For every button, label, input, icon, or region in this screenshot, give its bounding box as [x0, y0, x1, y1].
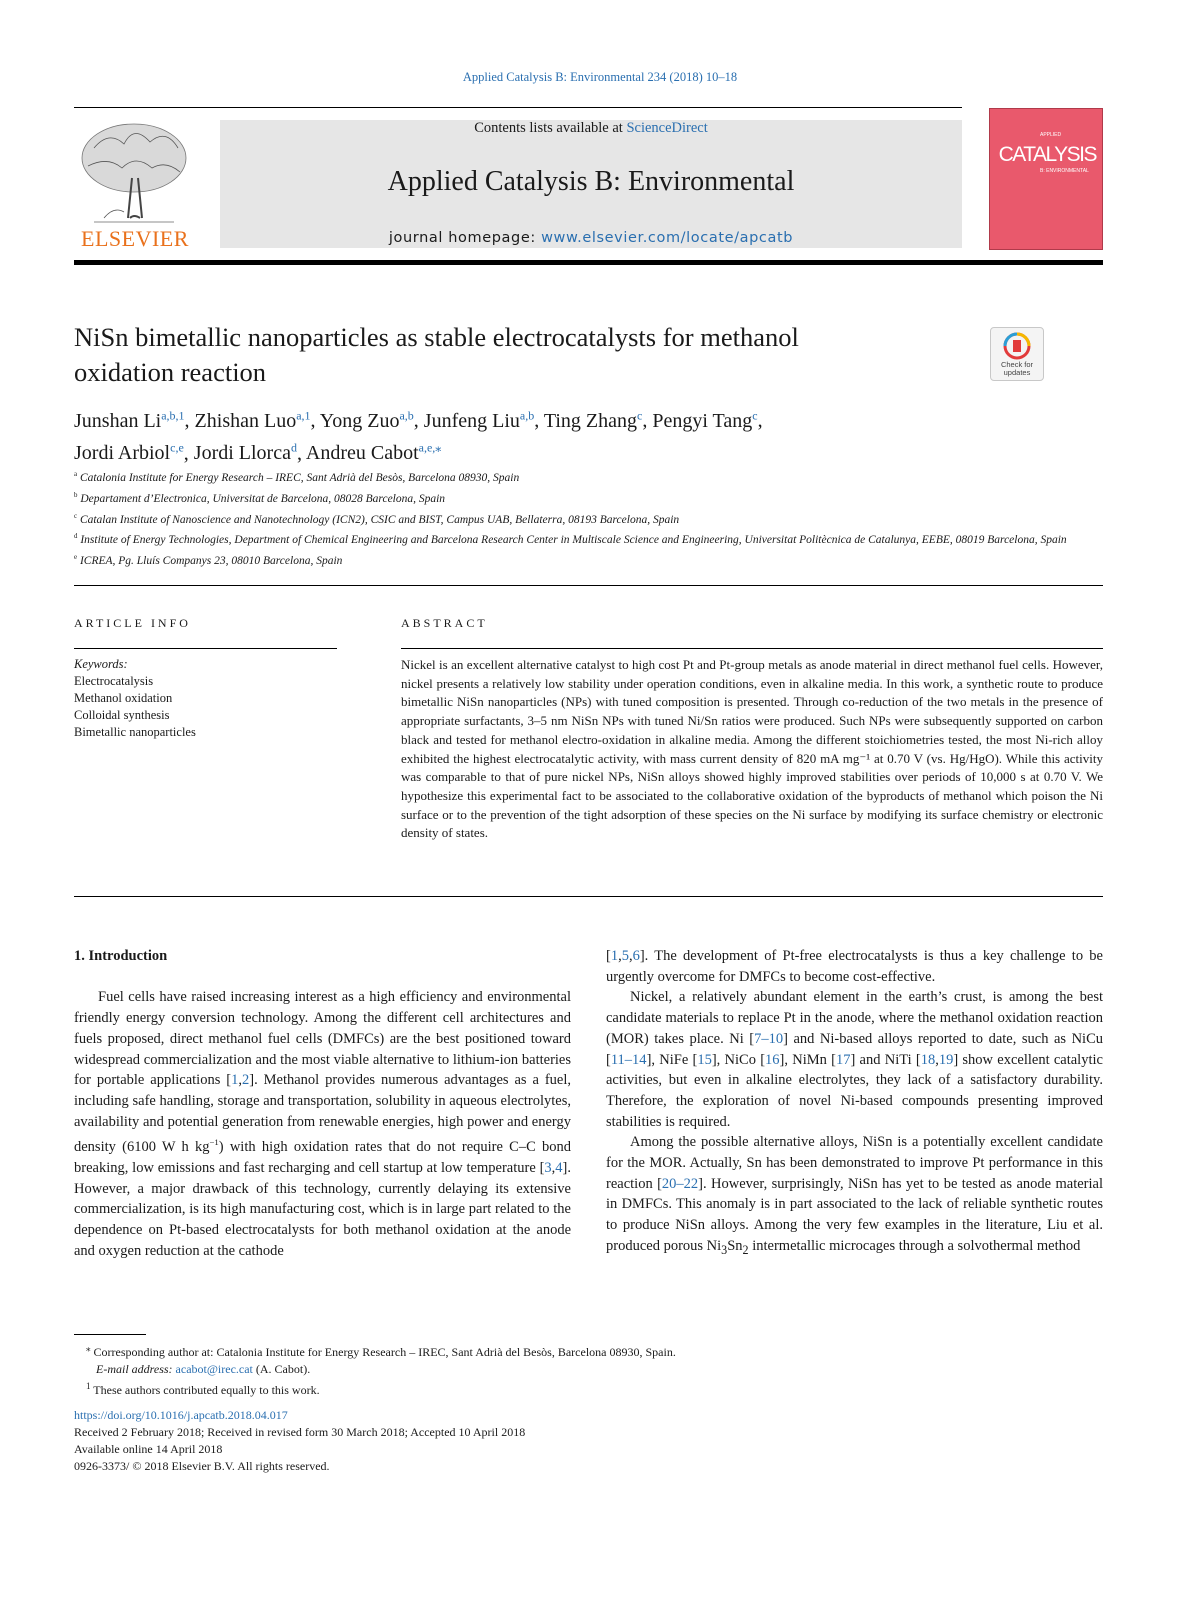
header-thick-rule — [74, 260, 1103, 265]
affiliation: $^c$ Catalan Institute of Nanoscience and Nanotechnology (ICN2), CSIC and BIST, Campus UAB, Bellaterra, 08193 Barcelona, Spain — [74, 512, 680, 526]
author-list: Junshan Li$^{a,b,1}$, Zhishan Luo$^{a,1}$, Yong Zuo$^{a,b}$, Junfeng Liu$^{a,b}$, Ting Zhang$^c$, Pengyi Tang$^c$, Jordi Arbiol$^{c,e}$, Jordi Llorca$^d$, Andreu Cabot$^{a,e,⁎}$ — [74, 408, 763, 465]
publication-info — [74, 1407, 1103, 1475]
abstract-heading: ABSTRACT — [401, 616, 488, 630]
email-note: E-mail address: acabot@irec.cat (A. Cabot). — [96, 1362, 311, 1376]
author[interactable]: Jordi Arbiol$^{c,e}$ — [74, 440, 184, 465]
citation-link[interactable]: 6 — [632, 948, 640, 964]
article-info-heading: ARTICLE INFO — [74, 616, 191, 630]
body-column-right — [606, 946, 1103, 1260]
sciencedirect-link[interactable]: ScienceDirect — [626, 120, 708, 136]
cover-small-text: APPLIED — [1040, 132, 1062, 138]
keyword: Methanol oxidation — [74, 691, 173, 705]
equal-contribution-note: $^1$ These authors contributed equally to this work. — [86, 1381, 320, 1397]
divider — [74, 648, 337, 649]
affiliation: $^b$ Departament d’Electronica, Universitat de Barcelona, 08028 Barcelona, Spain — [74, 491, 446, 505]
title-line-2: oxidation reaction — [74, 357, 267, 387]
keyword: Colloidal synthesis — [74, 708, 170, 722]
journal-cover-thumbnail[interactable] — [989, 108, 1103, 250]
affiliation: $^a$ Catalonia Institute for Energy Research – IREC, Sant Adrià del Besòs, Barcelona 08930, Spain — [74, 471, 520, 484]
citation-link[interactable]: 4 — [555, 1159, 563, 1176]
citation-link[interactable]: 20–22 — [661, 1175, 699, 1192]
author[interactable]: Pengyi Tang$^c$ — [652, 408, 758, 432]
citation-link[interactable]: 3 — [544, 1159, 552, 1176]
homepage-prefix: journal homepage: — [388, 230, 542, 246]
title-line-1: NiSn bimetallic nanoparticles as stable electrocatalysts for methanol — [74, 322, 799, 352]
keyword: Electrocatalysis — [74, 674, 154, 688]
keywords-label: Keywords: — [74, 657, 128, 671]
header-rule — [74, 107, 962, 108]
affiliation: $^e$ ICREA, Pg. Lluís Companys 23, 08010 Barcelona, Spain — [74, 554, 343, 568]
paragraph: Nickel, a relatively abundant element in the earth’s crust, is among the best candidate materials to replace Pt in the anode, where the methanol oxidation reaction (MOR) takes place. Ni [7–10] and Ni-based alloys reported to date, such as NiCu [11–14], NiFe [15], NiCo [16], NiMn [17] and NiTi [18,19] show excellent catalytic activities, but even in alkaline electrolytes, they lack of a satisfactory durability. Therefore, the exploration of novel Ni-based compounds presenting improved stabilities is required. — [606, 989, 1104, 1130]
article-title — [74, 320, 954, 390]
citation-link[interactable]: 16 — [765, 1051, 780, 1068]
homepage-line — [220, 230, 962, 246]
divider — [74, 896, 1103, 897]
elsevier-wordmark: ELSEVIER — [81, 226, 189, 251]
contents-line — [220, 120, 962, 137]
homepage-link[interactable]: www.elsevier.com/locate/apcatb — [541, 230, 794, 246]
journal-name: Applied Catalysis B: Environmental — [387, 166, 795, 197]
citation-link[interactable]: 18 — [920, 1051, 936, 1068]
online-date: Available online 14 April 2018 — [74, 1442, 223, 1456]
contents-prefix: Contents lists available at — [474, 120, 627, 136]
abstract-text: Nickel is an excellent alternative catalyst to high cost Pt and Pt-group metals as anode material in direct methanol fuel cells. However, nickel presents a relatively low stability under operation conditions, even in alkaline media. In this work, a synthetic route to produce bimetallic NiSn nanoparticles (NPs) with tuned composition is presented. Through co-reduction of the two metals in the presence of appropriate surfactants, 3–5 nm NiSn NPs with tuned Ni/Sn ratios were produced. Such NPs were subsequently supported on carbon black and tested for methanol electro-oxidation in alkaline media. Among the different stoichiometries tested, the most Ni-rich alloy exhibited the highest electrocatalytic activity, with mass current density of 820 mA mg⁻¹ at 0.70 V (vs. Hg/HgO). While this activity was comparable to that of pure nickel NPs, NiSn alloys showed highly improved stabilities over periods of 10,000 s at 0.70 V. We hypothesize this experimental fact to be associated to the collaborative oxidation of the byproducts of methanol which poison the Ni surface or to the prevention of the tight adsorption of these species on the Ni surface by modifying its surface chemistry or electronic density of states. — [401, 657, 1103, 841]
author[interactable]: Junshan Li$^{a,b,1}$ — [74, 408, 185, 432]
paragraph: Fuel cells have raised increasing interest as a high efficiency and environmental friendly energy conversion technology. Among the different cell architectures and fuels proposed, direct methanol fuel cells (DMFCs) are the best positioned toward widespread commercialization and the most viable alternative to lithium-ion batteries for portable applications [1,2]. Methanol provides numerous advantages as a fuel, including safe handling, storage and transportation, solubility in aqueous electrolytes, availability and potential generation from renewable energies, high power and energy density (6100 W h $kg^{-1}$) with high oxidation rates that do not require C–C bond breaking, low emissions and fast recharging and cell startup at low temperature [3,4]. However, a major drawback of this technology, currently delaying its extensive commercialization, is its high manufacturing cost, which is in large part related to the dependence on Pt-based electrocatalysts for both methanol oxidation at the anode and oxygen reduction at the cathode — [74, 989, 571, 1259]
check-updates-label: Check for updates — [1000, 360, 1034, 377]
affiliation-list — [74, 466, 1103, 570]
paragraph: [1,5,6]. The development of Pt-free electrocatalysts is thus a key challenge to be urgently overcome for DMFCs to become cost-effective. — [606, 948, 1103, 985]
citation-link[interactable]: 2 — [241, 1072, 250, 1089]
corresponding-author-note: ⁎ Corresponding author at: Catalonia Institute for Energy Research – IREC, Sant Adrià del Besòs, Barcelona 08930, Spain. — [86, 1343, 676, 1359]
copyright: 0926-3373/ © 2018 Elsevier B.V. All rights reserved. — [74, 1459, 330, 1473]
citation-link[interactable]: 1 — [610, 948, 619, 964]
divider — [401, 648, 1103, 649]
journal-reference[interactable]: Applied Catalysis B: Environmental 234 (2018) 10–18 — [462, 70, 738, 84]
section-heading: 1. Introduction — [74, 948, 168, 964]
keywords-block — [74, 656, 337, 741]
keyword: Bimetallic nanoparticles — [74, 725, 196, 739]
author[interactable]: Ting Zhang$^c$ — [543, 408, 643, 432]
doi-link[interactable]: https://doi.org/10.1016/j.apcatb.2018.04.017 — [74, 1408, 288, 1422]
cover-subtitle: B: ENVIRONMENTAL — [1040, 168, 1089, 174]
received-dates: Received 2 February 2018; Received in revised form 30 March 2018; Accepted 10 April 2018 — [74, 1425, 526, 1439]
citation-link[interactable]: 1 — [231, 1072, 239, 1089]
email-link[interactable]: acabot@irec.cat — [175, 1362, 253, 1376]
affiliation: $^d$ Institute of Energy Technologies, Department of Chemical Engineering and Barcelona Research Center in Multiscale Science and Engineering, Universitat Politècnica de Catalunya, EEBE, 08019 Barcelona, Spain — [74, 533, 1067, 547]
author[interactable]: Junfeng Liu$^{a,b}$ — [423, 408, 535, 432]
citation-link[interactable]: 17 — [835, 1051, 851, 1068]
author[interactable]: Andreu Cabot$^{a,e,⁎}$ — [305, 440, 442, 465]
cover-title: CATALYSIS — [998, 143, 1096, 166]
author[interactable]: Zhishan Luo$^{a,1}$ — [194, 408, 311, 432]
author[interactable]: Yong Zuo$^{a,b}$ — [319, 408, 414, 432]
check-for-updates-button[interactable] — [990, 327, 1044, 381]
citation-link[interactable]: 19 — [938, 1051, 954, 1068]
citation-link[interactable]: 11–14 — [610, 1051, 647, 1068]
footnotes — [74, 1340, 1103, 1399]
footnote-rule — [74, 1334, 146, 1335]
author[interactable]: Jordi Llorca$^d$ — [193, 440, 297, 465]
body-column-left — [74, 946, 571, 1261]
citation-link[interactable]: 5 — [621, 948, 629, 964]
citation-link[interactable]: 15 — [697, 1051, 712, 1068]
citation-link[interactable]: 7–10 — [754, 1030, 784, 1047]
paragraph: Among the possible alternative alloys, NiSn is a potentially excellent candidate for the MOR. Actually, Sn has been demonstrated to improve Pt performance in this reaction [20–22]. However, surprisingly, NiSn has yet to be tested as anode material in DMFCs. This anomaly is in part associated to the lack of reliable synthetic routes to produce NiSn alloys. Among the very few examples in the literature, Liu et al. produced porous $Ni_3Sn_2$ intermetallic microcages through a solvothermal method — [606, 1134, 1103, 1257]
divider — [74, 585, 1103, 586]
